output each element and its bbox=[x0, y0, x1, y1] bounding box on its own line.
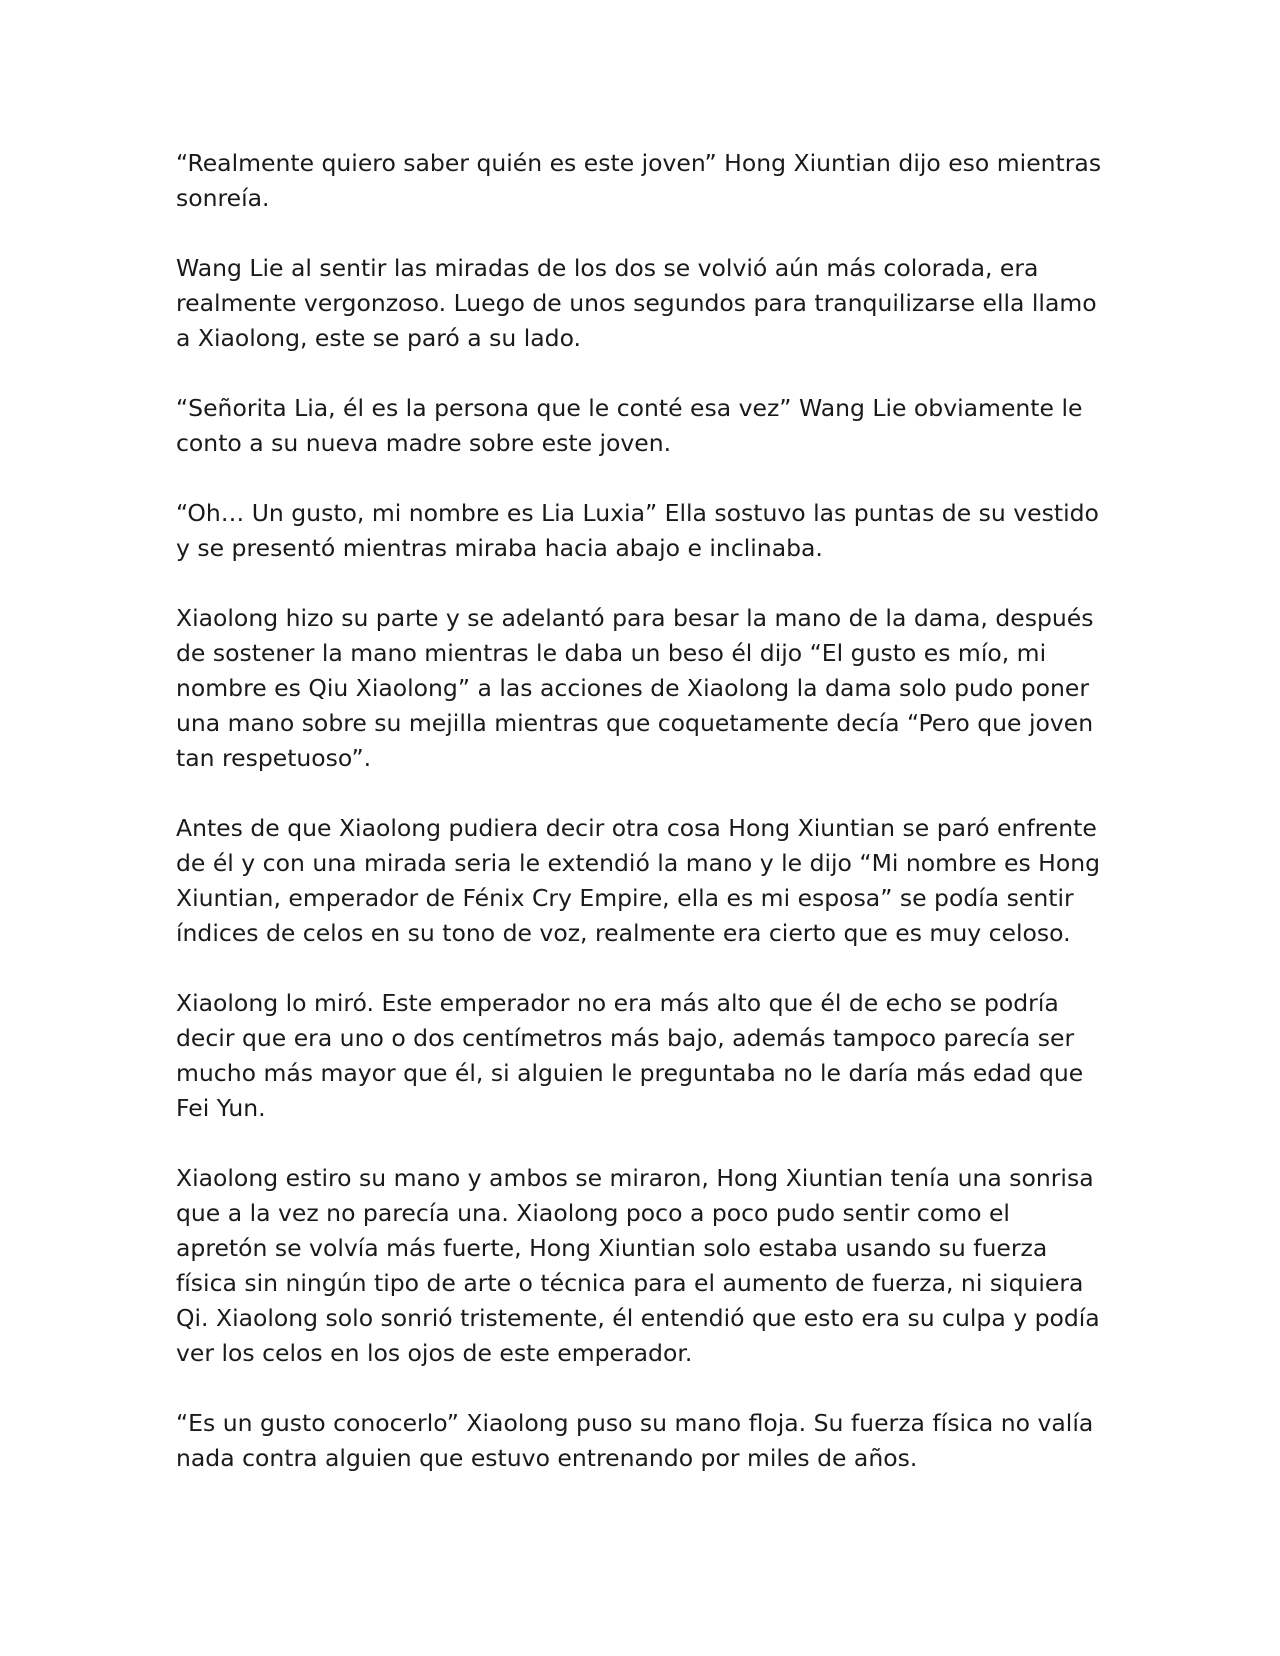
paragraph: Xiaolong lo miró. Este emperador no era más alto que él de echo se podría decir que era uno o dos centímetros más bajo, además tampoco parecía ser mucho más mayor que él, si alguien le preguntaba no le daría más edad que Fei Yun. bbox=[176, 989, 1084, 1122]
paragraph: Xiaolong estiro su mano y ambos se miraron, Hong Xiuntian tenía una sonrisa que a la vez no parecía una. Xiaolong poco a poco pudo sentir como el apretón se volvía más fuerte, Hong Xiuntian solo estaba usando su fuerza física sin ningún tipo de arte o técnica para el aumento de fuerza, ni siquiera Qi. Xiaolong solo sonrió tristemente, él entendió que esto era su culpa y podía ver los celos en los ojos de este emperador. bbox=[176, 1164, 1100, 1367]
paragraph: Antes de que Xiaolong pudiera decir otra cosa Hong Xiuntian se paró enfrente de él y con una mirada seria le extendió la mano y le dijo “Mi nombre es Hong Xiuntian, emperador de Fénix Cry Empire, ella es mi esposa” se podía sentir índices de celos en su tono de voz, realmente era cierto que es muy celoso. bbox=[176, 814, 1101, 947]
paragraph: “Oh… Un gusto, mi nombre es Lia Luxia” Ella sostuvo las puntas de su vestido y se presentó mientras miraba hacia abajo e inclinaba. bbox=[176, 499, 1099, 562]
paragraph: “Es un gusto conocerlo” Xiaolong puso su mano floja. Su fuerza física no valía nada contra alguien que estuvo entrenando por miles de años. bbox=[176, 1409, 1094, 1472]
paragraph: Wang Lie al sentir las miradas de los dos se volvió aún más colorada, era realmente vergonzoso. Luego de unos segundos para tranquilizarse ella llamo a Xiaolong, este se paró a su lado. bbox=[176, 254, 1097, 352]
paragraph: Xiaolong hizo su parte y se adelantó para besar la mano de la dama, después de sostener la mano mientras le daba un beso él dijo “El gusto es mío, mi nombre es Qiu Xiaolong” a las acciones de Xiaolong la dama solo pudo poner una mano sobre su mejilla mientras que coquetamente decía “Pero que joven tan respetuoso”. bbox=[176, 604, 1094, 772]
paragraph: “Realmente quiero saber quién es este joven” Hong Xiuntian dijo eso mientras sonreía. bbox=[176, 149, 1102, 212]
document-body bbox=[176, 146, 1106, 1511]
paragraph: “Señorita Lia, él es la persona que le conté esa vez” Wang Lie obviamente le conto a su nueva madre sobre este joven. bbox=[176, 394, 1083, 457]
